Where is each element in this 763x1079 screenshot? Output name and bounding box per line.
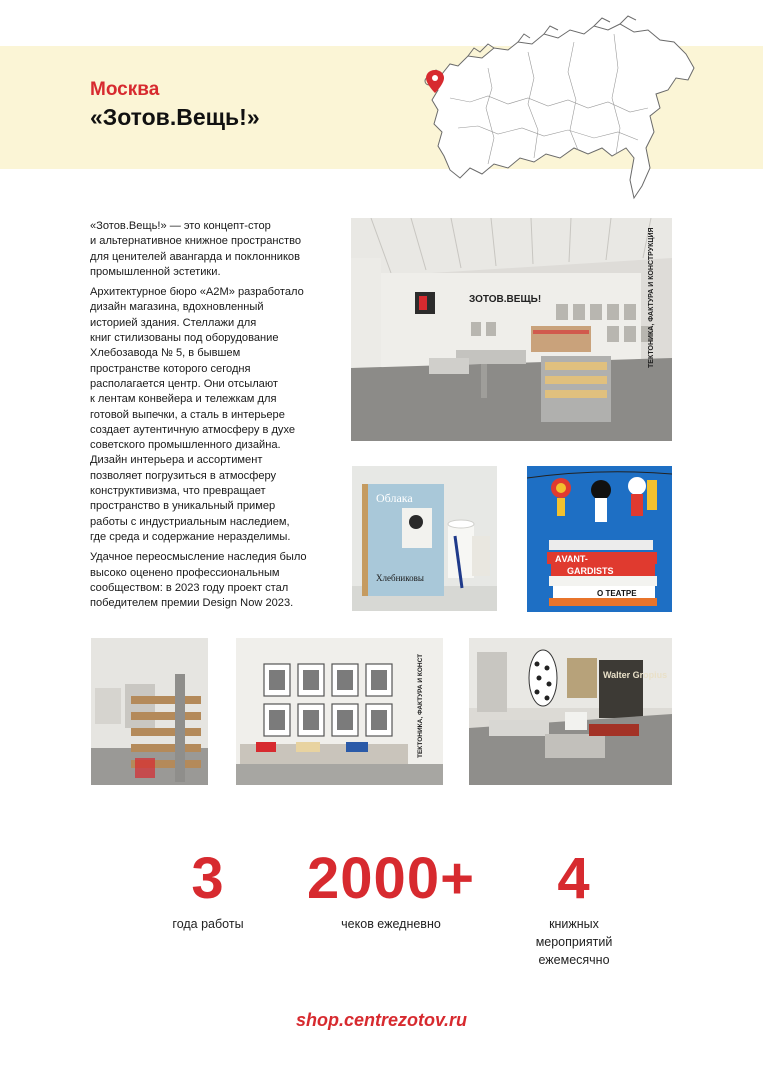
display-table-photo xyxy=(469,638,672,785)
vertical-sign: ТЕКТОНИКА, ФАКТУРА И КОНСТРУКЦИЯ xyxy=(648,227,655,368)
stat-receipts xyxy=(291,846,491,933)
book-photo xyxy=(352,466,497,611)
posters-vertical-sign: ТЕКТОНИКА, ФАКТУРА И КОНСТ xyxy=(417,653,424,758)
book-spine-3: О ТЕАТРЕ xyxy=(597,589,637,598)
shelves-photo xyxy=(91,638,208,785)
stat-years-label: года работы xyxy=(172,917,244,931)
book-title: Облака xyxy=(376,491,413,505)
russia-map xyxy=(398,8,708,212)
posters-wall-photo xyxy=(236,638,443,785)
website-link[interactable]: shop.centrezotov.ru xyxy=(295,1010,468,1030)
paragraph-award: Удачное переосмысление наследия было высоко оценено профессиональным сообществом: в 2023 году проект стал победителем премии Design Now 2023. xyxy=(90,551,307,610)
avant-garde-books-photo xyxy=(527,466,672,612)
description xyxy=(90,219,340,616)
book-spine-2: GARDISTS xyxy=(567,566,614,576)
stat-receipts-number: 2000+ xyxy=(307,846,475,911)
paragraph-design: Архитектурное бюро «А2М» разработало дизайн магазина, вдохновленный историей здания. Стеллажи для книг стилизованы под оборудование Хлебозавода № 5, в бывшем пространстве которого сегодня располагается центр. Они отсылают к лентам конвейера и тележкам для готовой выпечки, а сталь в интерьере создает аутентичную атмосферу в духе советского промышленного дизайна. Дизайн интерьера и ассортимент позволяет погрузиться в атмосферу конструктивизма, что превращает пространство в уникальный пример работы с индустриальным наследием, где среда и содержание неразделимы. xyxy=(90,286,304,543)
stat-events xyxy=(514,846,634,969)
paragraph-intro: «Зотов.Вещь!» — это концепт-стор и альтернативное книжное пространство для ценителей авангарда и поклонников промышленной эстетики. xyxy=(90,220,302,278)
stat-events-number: 4 xyxy=(557,846,591,911)
wall-sign: ЗОТОВ.ВЕЩЬ! xyxy=(469,294,542,305)
store-title: «Зотов.Вещь!» xyxy=(90,104,260,130)
magazine-title: Walter Gropius xyxy=(603,670,668,680)
stat-years-number: 3 xyxy=(191,846,225,911)
city-title: Москва xyxy=(90,79,160,100)
store-interior-photo xyxy=(351,218,672,441)
stat-receipts-label: чеков ежедневно xyxy=(341,917,441,931)
stat-years xyxy=(148,846,268,933)
book-author: Хлебниковы xyxy=(376,573,424,583)
stat-events-label: книжных мероприятий ежемесячно xyxy=(535,917,613,967)
book-spine-1: АVANT- xyxy=(555,554,588,564)
